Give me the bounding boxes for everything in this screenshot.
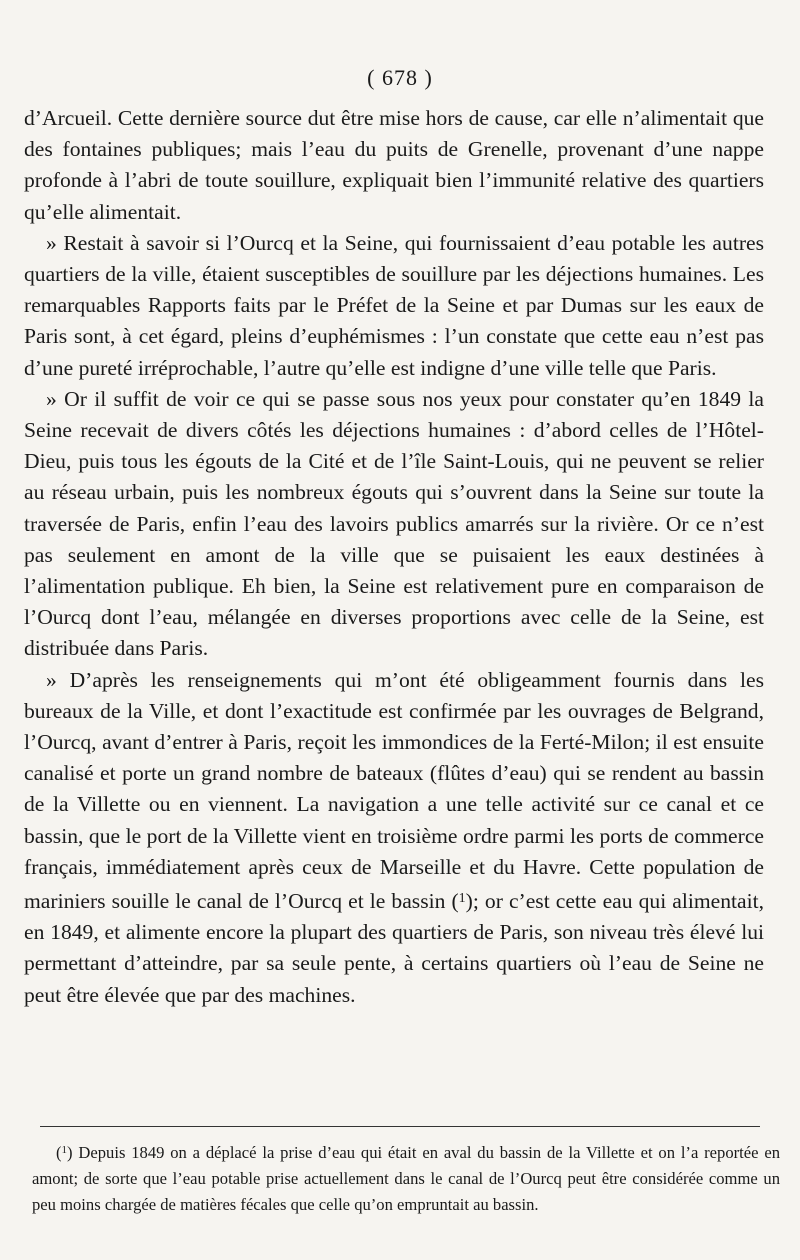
paragraph-4: [24, 665, 764, 1011]
paragraph-2: » Restait à savoir si l’Ourcq et la Seine, qui fournissaient d’eau potable les autres quartiers de la ville, étaient susceptibles de souillure par les déjections humaines. Les remarquables Rapports faits par le Préfet de la Seine et par Dumas sur les eaux de Paris sont, à cet égard, pleins d’euphémismes : l’un constate que cette eau n’est pas d’une pureté irréprochable, l’autre qu’elle est indigne d’une ville telle que Paris.: [24, 230, 764, 380]
footnote-text: Depuis 1849 on a déplacé la prise d’eau qui était en aval du bassin de la Villette et on l’a reportée en amont; de sorte que l’eau potable prise actuellement dans le canal de l’Ourcq peut être considérée comme un peu moins chargée de matières fécales que celle qu’on empruntait au bassin.: [32, 1143, 780, 1214]
footnote-marker: 1: [61, 1144, 68, 1156]
footnote-separator: [40, 1126, 760, 1127]
paragraph-4-part-2: ); or c’est cette eau qui alimentait, en 1849, et alimente encore la plupart des quartiers de Paris, son niveau très élevé lui permettant d’atteindre, par sa seule pente, à certains quartiers où l’eau de Seine ne peut être élevée que par des machines.: [24, 889, 764, 1007]
footnote: ($^1$) Depuis 1849 on a déplacé la prise d’eau qui était en aval du bassin de la Villette et on l’a reportée en amont; de sorte que l’eau potable prise actuellement dans le canal de l’Ourcq peut être considérée comme un peu moins chargée de matières fécales que celle qu’on empruntait au bassin.: [32, 1143, 780, 1214]
paragraph-4-part-1: » D’après les renseignements qui m’ont été obligeamment fournis dans les bureaux de la Ville, et dont l’exactitude est confirmée par les ouvrages de Belgrand, l’Ourcq, avant d’entrer à Paris, reçoit les immondices de la Ferté-Milon; il est ensuite canalisé et porte un grand nombre de bateaux (flûtes d’eau) qui se rendent au bassin de la Villette ou en viennent. La navigation a une telle activité sur ce canal et ce bassin, que le port de la Villette vient en troisième ordre parmi les ports de commerce français, immédiatement après ceux de Marseille et du Havre. Cette population de mariniers souille le canal de l’Ourcq et le bassin (: [24, 667, 764, 914]
body-text: [24, 103, 764, 1011]
paragraph-1: d’Arcueil. Cette dernière source dut être mise hors de cause, car elle n’alimentait que des fontaines publiques; mais l’eau du puits de Grenelle, provenant d’une nappe profonde à l’abri de toute souillure, expliquait bien l’immunité relative des quartiers qu’elle alimentait.: [24, 106, 764, 224]
footnote-reference: 1: [458, 891, 466, 907]
page-number: ( 678 ): [367, 65, 433, 90]
paragraph-3: » Or il suffit de voir ce qui se passe sous nos yeux pour constater qu’en 1849 la Seine recevait de divers côtés les déjections humaines : d’abord celles de l’Hôtel-Dieu, puis tous les égouts de la Cité et de l’île Saint-Louis, qui ne peuvent se relier au réseau urbain, puis les nombreux égouts qui s’ouvrent dans la Seine sur toute la traversée de Paris, enfin l’eau des lavoirs publics amarrés sur la rivière. Or ce n’est pas seulement en amont de la ville que se puisaient les eaux destinées à l’alimentation publique. Eh bien, la Seine est relativement pure en comparaison de l’Ourcq dont l’eau, mélangée en diverses proportions avec celle de la Seine, est distribuée dans Paris.: [24, 386, 764, 661]
